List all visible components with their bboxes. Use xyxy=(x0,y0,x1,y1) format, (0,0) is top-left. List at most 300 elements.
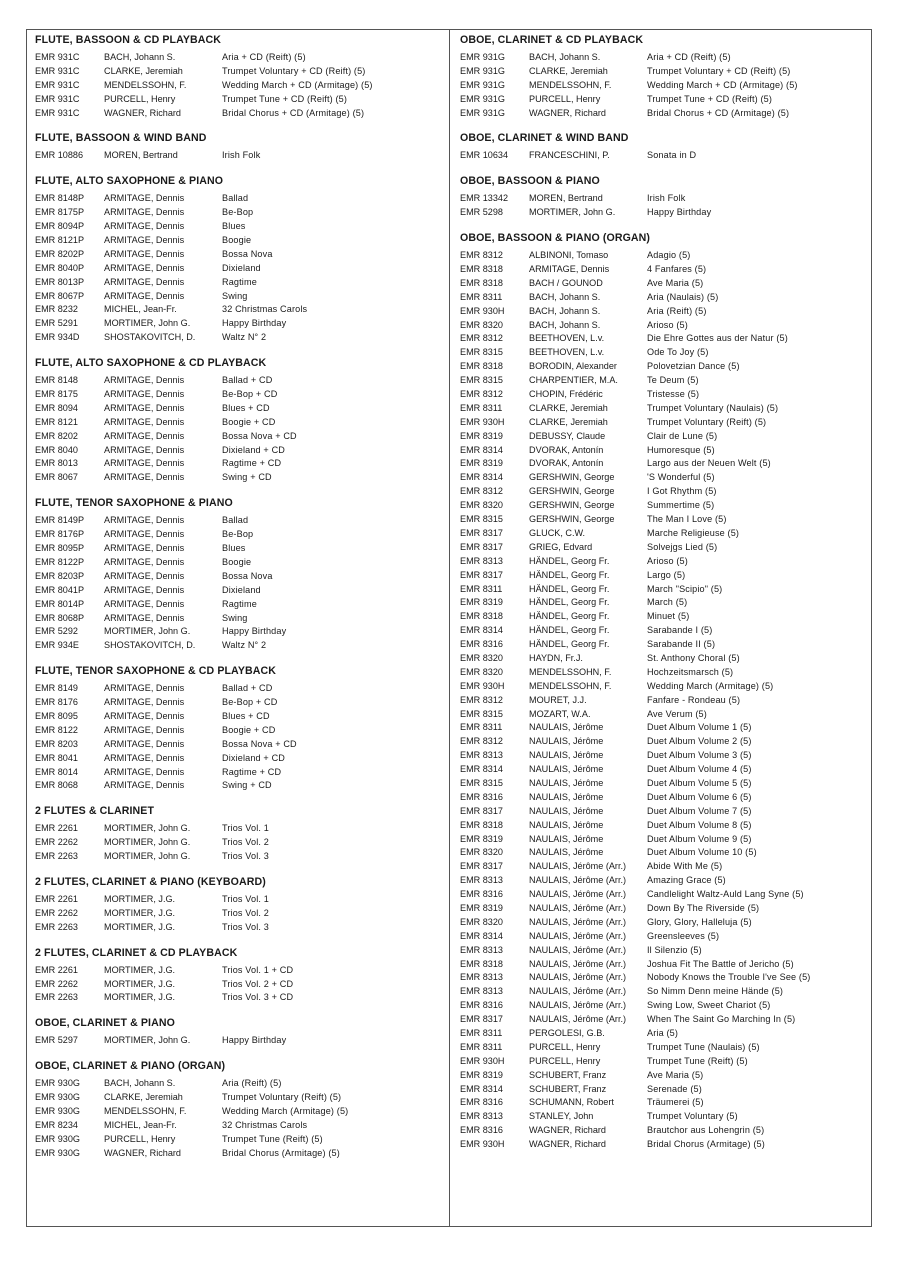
catalog-row xyxy=(35,388,445,402)
catalog-number: EMR 8315 xyxy=(460,777,503,788)
catalog-row xyxy=(460,1138,868,1152)
composer-name: ARMITAGE, Dennis xyxy=(104,598,185,609)
catalog-number: EMR 931G xyxy=(460,93,505,104)
work-title: Aria (Reift) (5) xyxy=(222,1078,282,1089)
composer-name: ARMITAGE, Dennis xyxy=(104,584,185,595)
catalog-number: EMR 2262 xyxy=(35,978,78,989)
section-heading: FLUTE, TENOR SAXOPHONE & CD PLAYBACK xyxy=(35,665,276,678)
catalog-row xyxy=(460,1027,868,1041)
work-title: 'S Wonderful (5) xyxy=(647,472,715,483)
section-heading: OBOE, CLARINET & PIANO (ORGAN) xyxy=(35,1060,226,1073)
catalog-number: EMR 8317 xyxy=(460,805,503,816)
work-title: Trios Vol. 1 + CD xyxy=(222,964,294,975)
work-title: Trumpet Voluntary + CD (Reift) (5) xyxy=(222,65,366,76)
catalog-number: EMR 8318 xyxy=(460,611,503,622)
catalog-number: EMR 930G xyxy=(35,1133,80,1144)
catalog-row xyxy=(35,921,445,935)
catalog-row xyxy=(35,907,445,921)
catalog-number: EMR 8311 xyxy=(460,1028,503,1038)
composer-name: ARMITAGE, Dennis xyxy=(104,724,185,735)
catalog-row xyxy=(35,234,445,248)
work-title: Be-Bop xyxy=(222,207,254,218)
catalog-row xyxy=(460,944,868,958)
work-title: Be-Bop + CD xyxy=(222,389,278,400)
work-title: Boogie + CD xyxy=(222,724,276,735)
section-heading: OBOE, BASSOON & PIANO xyxy=(460,175,600,188)
composer-name: MORTIMER, J.G. xyxy=(104,893,176,904)
catalog-row xyxy=(35,542,445,556)
work-title: Trumpet Tune (Reift) (5) xyxy=(222,1133,323,1144)
work-title: Trios Vol. 1 xyxy=(222,893,269,904)
catalog-row xyxy=(460,624,868,638)
catalog-number: EMR 931C xyxy=(35,65,80,76)
composer-name: ARMITAGE, Dennis xyxy=(104,710,185,721)
composer-name: MORTIMER, J.G. xyxy=(104,921,176,932)
catalog-row xyxy=(35,779,445,793)
work-title: Duet Album Volume 3 (5) xyxy=(647,750,752,761)
catalog-number: EMR 8318 xyxy=(460,361,503,372)
catalog-number: EMR 2261 xyxy=(35,893,78,904)
left-column xyxy=(35,33,445,1172)
catalog-number: EMR 8319 xyxy=(460,597,503,608)
catalog-row xyxy=(460,249,868,263)
composer-name: ARMITAGE, Dennis xyxy=(104,752,185,763)
composer-name: BACH, Johann S. xyxy=(529,305,601,316)
work-title: Candlelight Waltz-Auld Lang Syne (5) xyxy=(647,889,804,900)
work-title: Dixieland + CD xyxy=(222,752,286,763)
catalog-number: EMR 5291 xyxy=(35,318,78,329)
catalog-row xyxy=(460,916,868,930)
work-title: Marche Religieuse (5) xyxy=(647,527,740,538)
composer-name: PURCELL, Henry xyxy=(529,1041,601,1052)
catalog-row xyxy=(460,971,868,985)
work-title: Trios Vol. 3 xyxy=(222,921,269,932)
section-heading: FLUTE, BASSOON & CD PLAYBACK xyxy=(35,34,222,46)
work-title: Wedding March + CD (Armitage) (5) xyxy=(222,79,373,90)
composer-name: DVORAK, Antonín xyxy=(529,458,604,469)
composer-name: NAULAIS, Jérôme (Arr.) xyxy=(529,1014,627,1025)
catalog-number: EMR 8094P xyxy=(35,221,85,232)
work-title: Bridal Chorus (Armitage) (5) xyxy=(647,1139,765,1150)
catalog-number: EMR 8175 xyxy=(35,389,78,400)
composer-name: MORTIMER, J.G. xyxy=(104,978,176,989)
catalog-row xyxy=(460,402,868,416)
catalog-row xyxy=(35,65,445,79)
work-title: Be-Bop + CD xyxy=(222,697,278,708)
catalog-number: EMR 930G xyxy=(35,1105,80,1116)
catalog-number: EMR 8317 xyxy=(460,527,503,538)
work-title: Irish Folk xyxy=(222,150,261,161)
composer-name: NAULAIS, Jérôme xyxy=(529,819,604,830)
catalog-number: EMR 931G xyxy=(460,52,505,62)
catalog-section xyxy=(35,946,445,1006)
work-title: Trumpet Voluntary + CD (Reift) (5) xyxy=(647,65,791,76)
work-title: Duet Album Volume 5 (5) xyxy=(647,777,752,788)
catalog-number: EMR 8319 xyxy=(460,430,503,441)
catalog-row xyxy=(35,584,445,598)
work-title: Sarabande II (5) xyxy=(647,639,716,650)
composer-name: MORTIMER, John G. xyxy=(104,823,191,834)
catalog-row xyxy=(460,79,868,93)
catalog-row xyxy=(35,724,445,738)
composer-name: CLARKE, Jeremiah xyxy=(529,416,608,427)
composer-name: ARMITAGE, Dennis xyxy=(104,276,185,287)
work-title: 32 Christmas Carols xyxy=(222,1119,308,1130)
composer-name: STANLEY, John xyxy=(529,1111,594,1122)
section-heading: 2 FLUTES & CLARINET xyxy=(35,805,155,818)
work-title: Trumpet Voluntary (Reift) (5) xyxy=(222,1092,342,1103)
work-title: Blues + CD xyxy=(222,402,270,413)
composer-name: NAULAIS, Jérôme xyxy=(529,847,604,858)
catalog-row xyxy=(460,958,868,972)
composer-name: ARMITAGE, Dennis xyxy=(104,444,185,455)
composer-name: ARMITAGE, Dennis xyxy=(104,612,185,623)
composer-name: ARMITAGE, Dennis xyxy=(529,264,610,275)
catalog-number: EMR 8095P xyxy=(35,543,85,554)
section-heading: FLUTE, ALTO SAXOPHONE & CD PLAYBACK xyxy=(35,357,267,370)
catalog-number: EMR 8041 xyxy=(35,752,78,763)
catalog-number: EMR 8232 xyxy=(35,304,78,315)
catalog-section xyxy=(460,33,868,120)
composer-name: HÄNDEL, Georg Fr. xyxy=(529,555,610,566)
composer-name: NAULAIS, Jérôme (Arr.) xyxy=(529,972,627,983)
work-title: Swing Low, Sweet Chariot (5) xyxy=(647,1000,771,1011)
composer-name: GERSHWIN, George xyxy=(529,500,615,511)
catalog-number: EMR 8314 xyxy=(460,764,503,775)
composer-name: MORTIMER, John G. xyxy=(104,837,191,848)
catalog-section xyxy=(460,174,868,220)
work-title: Arioso (5) xyxy=(647,319,688,330)
composer-name: NAULAIS, Jérôme xyxy=(529,833,604,844)
composer-name: BEETHOVEN, L.v. xyxy=(529,333,605,344)
catalog-number: EMR 8316 xyxy=(460,1125,503,1136)
composer-name: WAGNER, Richard xyxy=(104,107,181,118)
composer-name: ARMITAGE, Dennis xyxy=(104,262,185,273)
work-title: Happy Birthday xyxy=(647,207,712,218)
catalog-number: EMR 8068 xyxy=(35,780,78,791)
composer-name: WAGNER, Richard xyxy=(529,107,606,118)
work-title: Boogie xyxy=(222,556,252,567)
catalog-section xyxy=(35,33,445,120)
work-title: Amazing Grace (5) xyxy=(647,875,726,886)
catalog-row xyxy=(35,893,445,907)
catalog-row xyxy=(35,836,445,850)
catalog-number: EMR 10886 xyxy=(35,150,84,161)
work-title: Wedding March (Armitage) (5) xyxy=(222,1105,349,1116)
composer-name: ARMITAGE, Dennis xyxy=(104,458,185,469)
catalog-row xyxy=(460,1124,868,1138)
catalog-row xyxy=(460,1013,868,1027)
catalog-section xyxy=(35,174,445,345)
catalog-number: EMR 8175P xyxy=(35,207,85,218)
catalog-row xyxy=(35,79,445,93)
composer-name: ALBINONI, Tomaso xyxy=(529,250,609,261)
composer-name: NAULAIS, Jérôme xyxy=(529,777,604,788)
work-title: 32 Christmas Carols xyxy=(222,304,308,315)
work-title: Ragtime + CD xyxy=(222,458,282,469)
catalog-row xyxy=(35,1133,445,1147)
catalog-section xyxy=(35,496,445,653)
catalog-row xyxy=(460,513,868,527)
catalog-row xyxy=(460,610,868,624)
catalog-row xyxy=(35,192,445,206)
catalog-number: EMR 8312 xyxy=(460,694,503,705)
composer-name: BACH / GOUNOD xyxy=(529,277,603,288)
composer-name: NAULAIS, Jérôme xyxy=(529,764,604,775)
composer-name: ARMITAGE, Dennis xyxy=(104,543,185,554)
catalog-number: EMR 2261 xyxy=(35,823,78,834)
catalog-row xyxy=(460,360,868,374)
composer-name: HÄNDEL, Georg Fr. xyxy=(529,569,610,580)
catalog-row xyxy=(460,555,868,569)
catalog-number: EMR 8040 xyxy=(35,444,78,455)
composer-name: MORTIMER, John G. xyxy=(529,207,616,218)
catalog-row xyxy=(460,680,868,694)
catalog-row xyxy=(460,332,868,346)
composer-name: ARMITAGE, Dennis xyxy=(104,375,185,386)
catalog-row xyxy=(35,710,445,724)
composer-name: ARMITAGE, Dennis xyxy=(104,416,185,427)
work-title: So Nimm Denn meine Hände (5) xyxy=(647,986,784,997)
catalog-number: EMR 8067P xyxy=(35,290,85,301)
composer-name: NAULAIS, Jérôme xyxy=(529,750,604,761)
composer-name: NAULAIS, Jérôme (Arr.) xyxy=(529,902,627,913)
catalog-row xyxy=(460,638,868,652)
catalog-number: EMR 8121 xyxy=(35,416,78,427)
composer-name: BORODIN, Alexander xyxy=(529,361,617,372)
work-title: Ballad + CD xyxy=(222,375,273,386)
work-title: Bridal Chorus + CD (Armitage) (5) xyxy=(222,107,365,118)
catalog-row xyxy=(460,1041,868,1055)
catalog-number: EMR 8316 xyxy=(460,1000,503,1011)
work-title: Boogie xyxy=(222,235,252,246)
work-title: Aria + CD (Reift) (5) xyxy=(222,52,306,62)
catalog-row xyxy=(460,457,868,471)
work-title: Ballad xyxy=(222,193,249,204)
work-title: Hochzeitsmarsch (5) xyxy=(647,666,734,677)
catalog-row xyxy=(460,374,868,388)
catalog-row xyxy=(35,682,445,696)
work-title: Boogie + CD xyxy=(222,416,276,427)
work-title: Die Ehre Gottes aus der Natur (5) xyxy=(647,333,788,344)
catalog-number: EMR 8313 xyxy=(460,972,503,983)
catalog-number: EMR 930H xyxy=(460,416,505,427)
catalog-row xyxy=(35,556,445,570)
catalog-row xyxy=(460,107,868,121)
composer-name: FRANCESCHINI, P. xyxy=(529,150,610,161)
catalog-number: EMR 931C xyxy=(35,52,80,62)
work-title: Duet Album Volume 10 (5) xyxy=(647,847,757,858)
work-title: Trios Vol. 2 xyxy=(222,907,269,918)
composer-name: MORTIMER, John G. xyxy=(104,851,191,862)
composer-name: HAYDN, Fr.J. xyxy=(529,652,583,663)
catalog-section xyxy=(35,875,445,935)
catalog-number: EMR 8313 xyxy=(460,986,503,997)
work-title: Dixieland xyxy=(222,584,261,595)
work-title: Clair de Lune (5) xyxy=(647,430,718,441)
catalog-row xyxy=(460,192,868,206)
catalog-row xyxy=(460,860,868,874)
catalog-number: EMR 8317 xyxy=(460,861,503,872)
work-title: Blues xyxy=(222,543,246,554)
composer-name: MOREN, Bertrand xyxy=(104,150,178,161)
catalog-number: EMR 8315 xyxy=(460,708,503,719)
catalog-number: EMR 8312 xyxy=(460,486,503,497)
work-title: Te Deum (5) xyxy=(647,375,699,386)
catalog-row xyxy=(35,444,445,458)
composer-name: HÄNDEL, Georg Fr. xyxy=(529,625,610,636)
composer-name: ARMITAGE, Dennis xyxy=(104,766,185,777)
composer-name: CLARKE, Jeremiah xyxy=(529,65,608,76)
catalog-row xyxy=(35,598,445,612)
work-title: Träumerei (5) xyxy=(647,1097,704,1108)
work-title: Ave Maria (5) xyxy=(647,277,704,288)
catalog-number: EMR 8313 xyxy=(460,750,503,761)
work-title: Brautchor aus Lohengrin (5) xyxy=(647,1125,765,1136)
composer-name: MICHEL, Jean-Fr. xyxy=(104,304,177,315)
catalog-row xyxy=(460,346,868,360)
catalog-number: EMR 8314 xyxy=(460,444,503,455)
catalog-number: EMR 8312 xyxy=(460,333,503,344)
catalog-number: EMR 8319 xyxy=(460,458,503,469)
composer-name: BACH, Johann S. xyxy=(529,52,601,62)
work-title: Trumpet Voluntary (Reift) (5) xyxy=(647,416,767,427)
catalog-row xyxy=(35,738,445,752)
work-title: Happy Birthday xyxy=(222,318,287,329)
work-title: Serenade (5) xyxy=(647,1083,702,1094)
work-title: Ragtime xyxy=(222,276,257,287)
composer-name: BEETHOVEN, L.v. xyxy=(529,347,605,358)
work-title: Aria + CD (Reift) (5) xyxy=(647,52,731,62)
catalog-row xyxy=(35,51,445,65)
catalog-number: EMR 8148P xyxy=(35,193,85,204)
composer-name: CLARKE, Jeremiah xyxy=(104,65,183,76)
composer-name: WAGNER, Richard xyxy=(529,1139,606,1150)
catalog-row xyxy=(35,696,445,710)
catalog-number: EMR 2262 xyxy=(35,837,78,848)
catalog-row xyxy=(460,541,868,555)
composer-name: GRIEG, Edvard xyxy=(529,541,593,552)
catalog-row xyxy=(460,471,868,485)
work-title: Trumpet Voluntary (5) xyxy=(647,1111,738,1122)
catalog-number: EMR 8316 xyxy=(460,639,503,650)
catalog-number: EMR 8041P xyxy=(35,584,85,595)
catalog-row xyxy=(35,276,445,290)
work-title: Be-Bop xyxy=(222,529,254,540)
catalog-row xyxy=(460,735,868,749)
catalog-row xyxy=(35,766,445,780)
catalog-row xyxy=(460,1069,868,1083)
composer-name: MORTIMER, John G. xyxy=(104,318,191,329)
composer-name: MICHEL, Jean-Fr. xyxy=(104,1119,177,1130)
work-title: Ballad xyxy=(222,515,249,526)
catalog-number: EMR 8315 xyxy=(460,514,503,525)
catalog-row xyxy=(35,262,445,276)
section-heading: FLUTE, ALTO SAXOPHONE & PIANO xyxy=(35,175,224,188)
catalog-row xyxy=(460,749,868,763)
composer-name: ARMITAGE, Dennis xyxy=(104,556,185,567)
catalog-row xyxy=(35,612,445,626)
composer-name: CLARKE, Jeremiah xyxy=(104,1092,183,1103)
catalog-number: EMR 8318 xyxy=(460,819,503,830)
catalog-number: EMR 8040P xyxy=(35,262,85,273)
catalog-number: EMR 8122P xyxy=(35,556,85,567)
work-title: Aria (5) xyxy=(647,1028,679,1038)
work-title: Duet Album Volume 2 (5) xyxy=(647,736,752,747)
catalog-number: EMR 8234 xyxy=(35,1119,78,1130)
catalog-row xyxy=(460,430,868,444)
work-title: Trios Vol. 2 + CD xyxy=(222,978,294,989)
work-title: Bossa Nova + CD xyxy=(222,430,297,441)
catalog-number: EMR 8316 xyxy=(460,1097,503,1108)
composer-name: NAULAIS, Jérôme (Arr.) xyxy=(529,889,627,900)
work-title: Duet Album Volume 1 (5) xyxy=(647,722,752,733)
catalog-number: EMR 8013P xyxy=(35,276,85,287)
column-divider xyxy=(449,29,450,1227)
section-heading: FLUTE, TENOR SAXOPHONE & PIANO xyxy=(35,497,233,510)
catalog-section xyxy=(35,804,445,864)
work-title: Polovetzian Dance (5) xyxy=(647,361,740,372)
catalog-number: EMR 8320 xyxy=(460,847,503,858)
catalog-number: EMR 931G xyxy=(460,65,505,76)
work-title: Trios Vol. 1 xyxy=(222,823,269,834)
catalog-number: EMR 8315 xyxy=(460,375,503,386)
composer-name: ARMITAGE, Dennis xyxy=(104,570,185,581)
catalog-row xyxy=(460,985,868,999)
work-title: Arioso (5) xyxy=(647,555,688,566)
catalog-number: EMR 8313 xyxy=(460,555,503,566)
catalog-row xyxy=(460,1096,868,1110)
catalog-row xyxy=(35,457,445,471)
catalog-row xyxy=(35,1105,445,1119)
composer-name: MENDELSSOHN, F. xyxy=(529,79,612,90)
work-title: St. Anthony Choral (5) xyxy=(647,652,740,663)
composer-name: DVORAK, Antonín xyxy=(529,444,604,455)
catalog-number: EMR 8317 xyxy=(460,541,503,552)
composer-name: SHOSTAKOVITCH, D. xyxy=(104,640,196,651)
composer-name: MORTIMER, J.G. xyxy=(104,992,176,1003)
catalog-section xyxy=(35,356,445,485)
composer-name: HÄNDEL, Georg Fr. xyxy=(529,583,610,594)
catalog-row xyxy=(460,583,868,597)
catalog-number: EMR 8318 xyxy=(460,958,503,969)
catalog-number: EMR 13342 xyxy=(460,193,509,204)
composer-name: SCHUBERT, Franz xyxy=(529,1083,607,1094)
work-title: 4 Fanfares (5) xyxy=(647,264,707,275)
catalog-row xyxy=(460,805,868,819)
catalog-row xyxy=(35,303,445,317)
composer-name: MORTIMER, John G. xyxy=(104,1035,191,1046)
catalog-number: EMR 8320 xyxy=(460,319,503,330)
catalog-number: EMR 8311 xyxy=(460,583,503,594)
work-title: Trumpet Tune (Reift) (5) xyxy=(647,1055,748,1066)
catalog-row xyxy=(460,499,868,513)
catalog-row xyxy=(35,430,445,444)
work-title: Down By The Riverside (5) xyxy=(647,902,760,913)
composer-name: PURCELL, Henry xyxy=(104,1133,176,1144)
catalog-row xyxy=(35,331,445,345)
catalog-row xyxy=(35,1091,445,1105)
catalog-section xyxy=(460,131,868,163)
catalog-number: EMR 8320 xyxy=(460,916,503,927)
composer-name: NAULAIS, Jérôme xyxy=(529,791,604,802)
catalog-number: EMR 5298 xyxy=(460,207,503,218)
composer-name: GERSHWIN, George xyxy=(529,514,615,525)
catalog-row xyxy=(35,471,445,485)
work-title: Swing + CD xyxy=(222,780,272,791)
catalog-row xyxy=(460,51,868,65)
work-title: Ave Verum (5) xyxy=(647,708,707,719)
